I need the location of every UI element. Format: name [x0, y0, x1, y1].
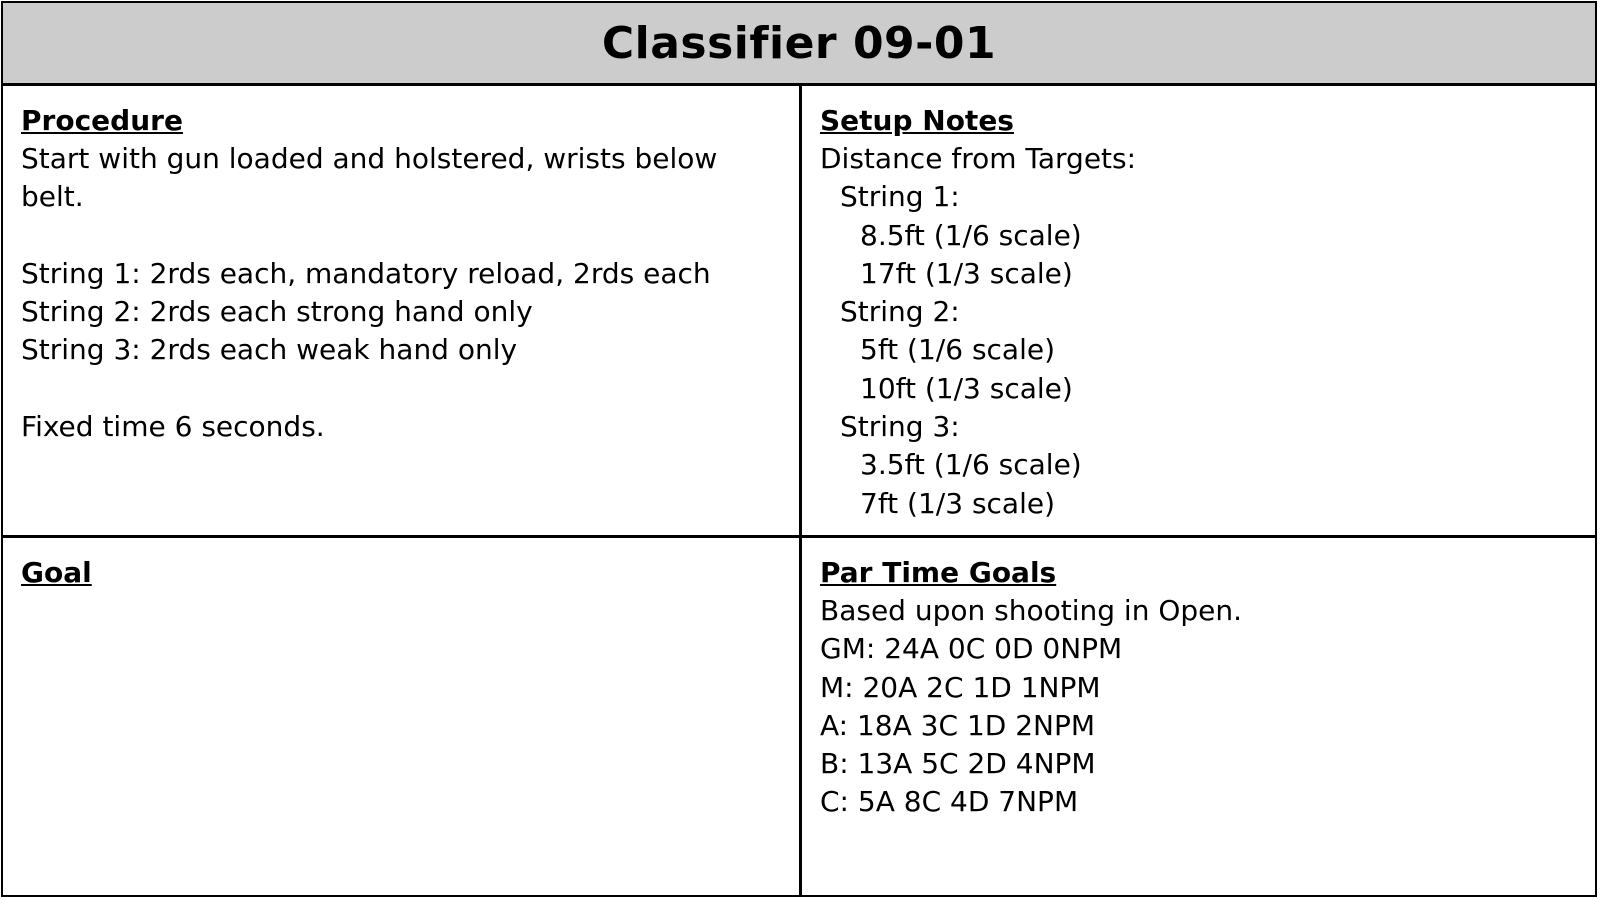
- procedure-fixed-time: Fixed time 6 seconds.: [21, 410, 325, 444]
- setup-string-3-distance: 7ft (1/3 scale): [860, 486, 1056, 520]
- classifier-sheet: [1, 1, 1597, 897]
- setup-string-2-distance: 10ft (1/3 scale): [860, 371, 1073, 405]
- spacer: [21, 370, 781, 408]
- procedure-start-text: Start with gun loaded and holstered, wrists below belt.: [21, 142, 718, 214]
- goal-heading: Goal: [21, 556, 92, 589]
- spacer: [21, 217, 781, 255]
- setup-string-1-distance: 8.5ft (1/6 scale): [860, 218, 1082, 252]
- setup-notes-heading: Setup Notes: [820, 104, 1014, 137]
- setup-string-3-distance: 3.5ft (1/6 scale): [860, 448, 1082, 482]
- setup-string-3-label: String 3:: [840, 410, 960, 444]
- goal-section: [3, 538, 799, 895]
- procedure-string-2: String 2: 2rds each strong hand only: [21, 295, 533, 329]
- par-time-goals-intro: Based upon shooting in Open.: [820, 594, 1243, 627]
- page-title: Classifier 09-01: [601, 17, 997, 69]
- setup-string-2-label: String 2:: [840, 295, 960, 329]
- procedure-string-3: String 3: 2rds each weak hand only: [21, 333, 518, 367]
- setup-string-1-label: String 1:: [840, 180, 960, 214]
- setup-notes-section: [799, 86, 1595, 538]
- par-time-goals-heading: Par Time Goals: [820, 556, 1057, 589]
- setup-string-1-distance: 17ft (1/3 scale): [860, 256, 1073, 290]
- procedure-section: [3, 86, 799, 538]
- class-goal-c: C: 5A 8C 4D 7NPM: [820, 785, 1079, 819]
- class-goal-b: B: 13A 5C 2D 4NPM: [820, 747, 1096, 781]
- title-bar: [3, 3, 1595, 86]
- procedure-string-1: String 1: 2rds each, mandatory reload, 2rds each: [21, 256, 711, 290]
- class-goal-a: A: 18A 3C 1D 2NPM: [820, 708, 1096, 742]
- class-goal-m: M: 20A 2C 1D 1NPM: [820, 670, 1101, 704]
- class-goal-gm: GM: 24A 0C 0D 0NPM: [820, 632, 1123, 666]
- setup-string-2-distance: 5ft (1/6 scale): [860, 333, 1056, 367]
- setup-notes-intro: Distance from Targets:: [820, 142, 1137, 175]
- par-time-goals-section: [799, 538, 1595, 895]
- procedure-heading: Procedure: [21, 104, 183, 137]
